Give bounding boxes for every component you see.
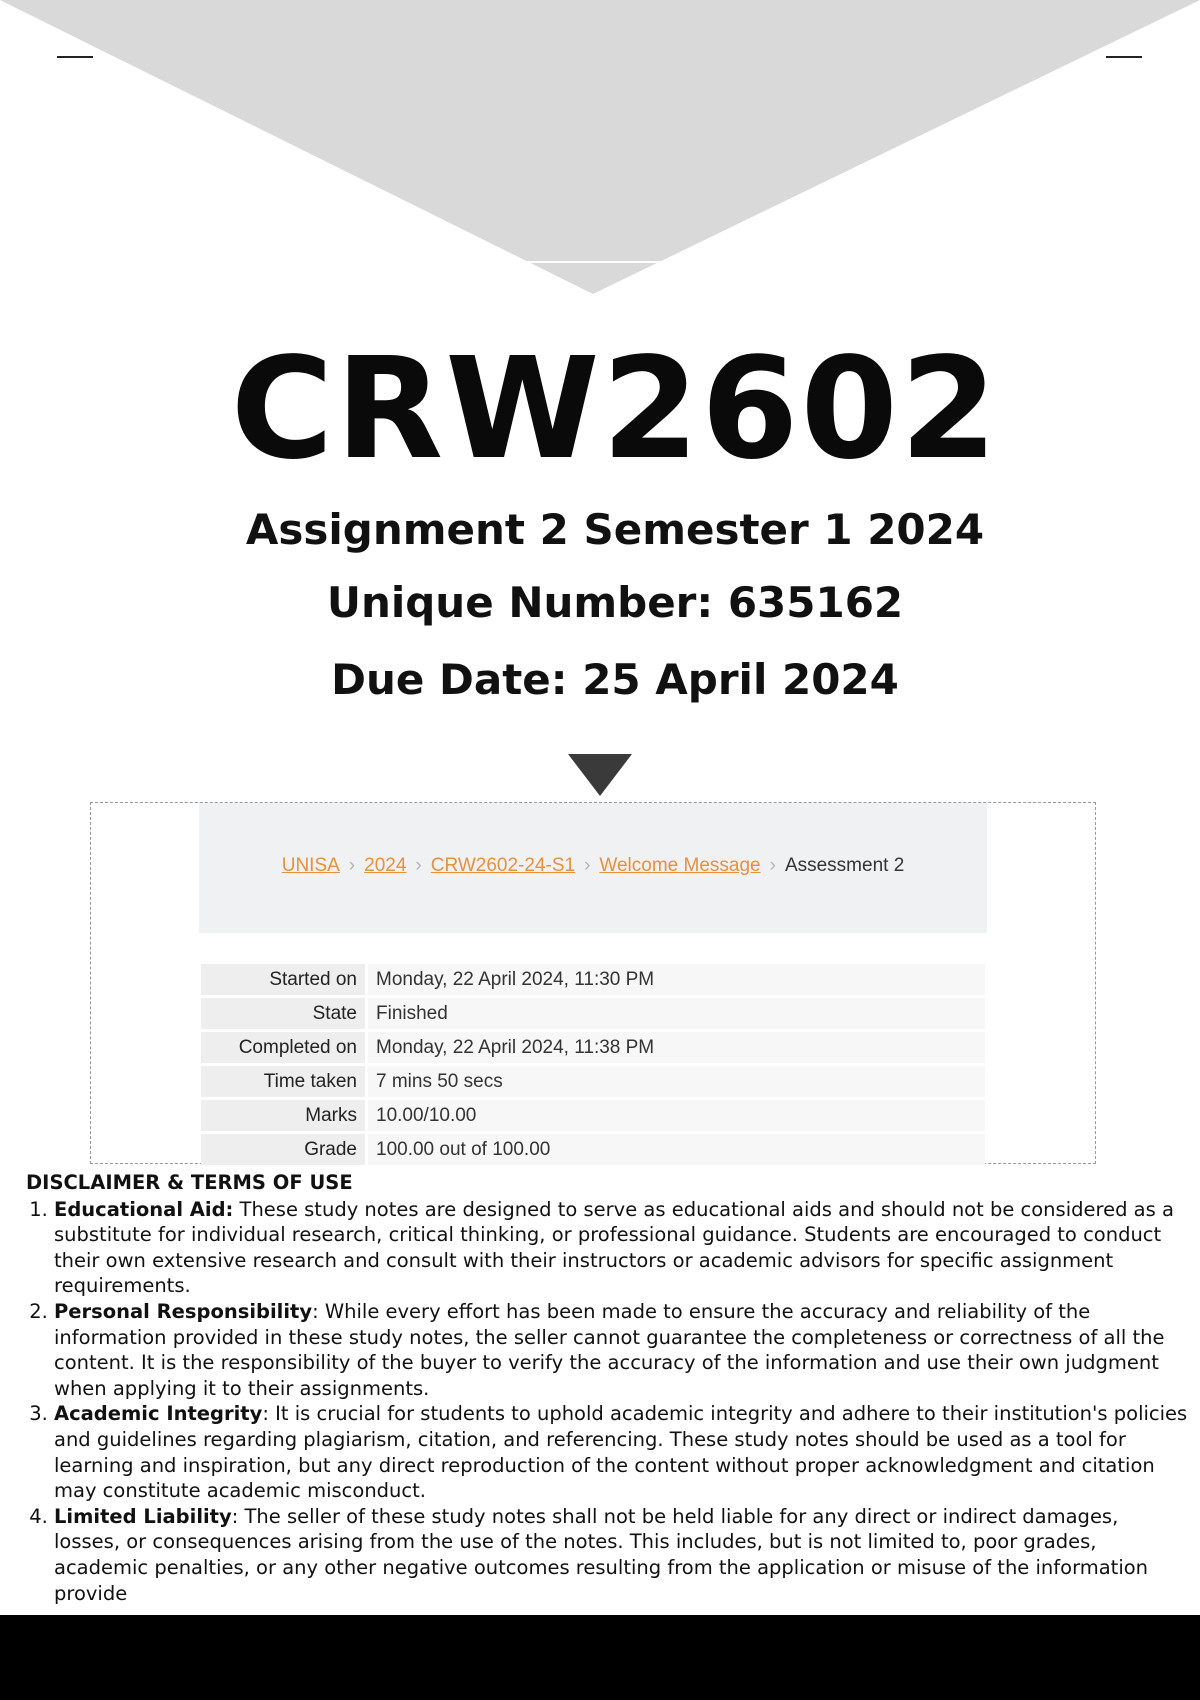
row-label: Time taken [201,1065,367,1099]
row-label: Grade [201,1133,367,1166]
row-value: 7 mins 50 secs [367,1065,986,1099]
row-label: State [201,997,367,1031]
corner-rule-right [1106,56,1142,58]
unique-number: Unique Number: 635162 [326,578,904,627]
item-text: : It is crucial for students to uphold academic integrity and adhere to their institution's policies and guidelines regarding plagiarism, citation, and referencing. These study notes should be used as a tool for learning and inspiration, but any direct reproduction of the content without proper acknowledgment and citation may constitute academic misconduct. [54,1402,1188,1503]
course-code-title: CRW2602 [230,328,1000,491]
row-value: Monday, 22 April 2024, 11:38 PM [367,1031,986,1065]
row-value: Finished [367,997,986,1031]
breadcrumb-panel [199,803,987,933]
table-row [201,1031,985,1065]
item-heading: Personal Responsibility [54,1299,313,1323]
chevron-right-icon: › [415,855,422,876]
item-text: : The seller of these study notes shall not be held liable for any direct or indirect damages, losses, or consequences arising from the use of the notes. This includes, but is not limited to, poor grades, academic penalties, or any other negative outcomes resulting from the application or misuse of the information provide [54,1504,1149,1605]
list-item [54,1504,1188,1606]
breadcrumb [199,855,987,877]
item-heading: Educational Aid: [54,1197,234,1221]
table-row [201,1133,985,1166]
item-text: : While every effort has been made to ensure the accuracy and reliability of the information provided in these study notes, the seller cannot guarantee the completeness or correctness of all the content. It is the responsibility of the buyer to verify the accuracy of the information and use their own judgment when applying it to their assignments. [54,1299,1165,1400]
row-value: 10.00/10.00 [367,1099,986,1133]
list-item [54,1299,1188,1401]
row-value: 100.00 out of 100.00 [367,1133,986,1166]
results-screenshot [90,802,1096,1164]
breadcrumb-link-unisa[interactable]: UNISA [281,855,340,876]
assignment-subtitle: Assignment 2 Semester 1 2024 [245,505,985,554]
table-row [201,997,985,1031]
breadcrumb-link-course[interactable]: CRW2602-24-S1 [430,855,576,876]
chevron-right-icon: › [584,855,591,876]
disclaimer-title: DISCLAIMER & TERMS OF USE [26,1171,353,1194]
list-item [54,1197,1188,1299]
row-value: Monday, 22 April 2024, 11:30 PM [367,963,986,997]
footer-bar [0,1615,1200,1700]
item-heading: Academic Integrity [54,1402,263,1426]
item-heading: Limited Liability [54,1504,232,1528]
chevron-right-icon: › [348,855,356,876]
attempt-summary-table [201,961,985,1165]
breadcrumb-link-welcome[interactable]: Welcome Message [599,855,761,876]
list-item [54,1401,1188,1503]
item-text: These study notes are designed to serve as educational aids and should not be considered as a substitute for individual research, critical thinking, or professional guidance. Students are encouraged to conduct their own extensive research and consult with their instructors or academic advisors for specific assignment requirements. [54,1197,1174,1298]
disclaimer-section [18,1170,1188,1606]
table-row [201,1099,985,1133]
corner-rule-left [57,56,93,58]
down-arrow-icon [568,754,632,796]
due-date: Due Date: 25 April 2024 [331,655,899,704]
row-label: Marks [201,1099,367,1133]
chevron-decoration [0,0,1200,300]
row-label: Completed on [201,1031,367,1065]
row-label: Started on [201,963,367,997]
table-row [201,963,985,997]
table-row [201,1065,985,1099]
disclaimer-list [18,1197,1188,1607]
breadcrumb-current: Assessment 2 [784,855,905,876]
chevron-right-icon: › [769,855,776,876]
breadcrumb-link-year[interactable]: 2024 [364,855,407,876]
